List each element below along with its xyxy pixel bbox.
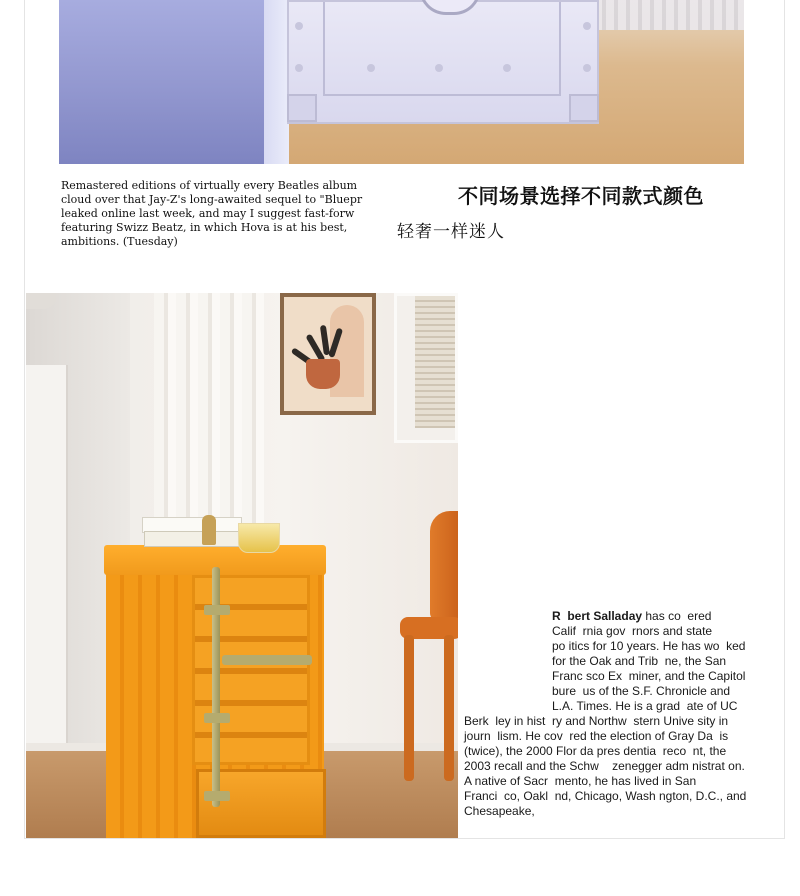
chinese-title: 不同场景选择不同款式颜色: [458, 184, 704, 208]
wall-art-frame: [280, 293, 376, 415]
author-bio-intro: R bert Salladay has co ered Calif rnia gov rnors and state po itics for 10 years. He has wo ked for the Oak and Trib ne, the San Franc sco Ex miner, and the Capitol bure us of the S.F. Chronicle and L.A. Times. He is a grad ate of UC: [552, 609, 746, 713]
orange-chair: [400, 511, 458, 781]
english-caption: Remastered editions of virtually every Beatles album cloud over that Jay-Z's long-awaited sequel to "Bluepr leaked online last week, and may I suggest fast-forw featuring Swizz Beatz, in which Hova is at his best, ambitions. (Tuesday): [61, 179, 363, 248]
window-image-part: [394, 293, 458, 443]
chinese-subtitle: 轻奢一样迷人: [397, 222, 505, 242]
figurine: [202, 515, 216, 545]
author-name: R bert Salladay: [552, 609, 643, 623]
bed-image-part: [59, 0, 274, 164]
orange-cabinet-photo: [26, 293, 458, 838]
orange-container-cabinet: [104, 545, 326, 838]
author-bio-continued: Berk ley in hist ry and Northw stern Unive sity in journ lism. He cov red the election of Gray Da is (twice), the 2000 Flor da pres dentia reco nt, the 2003 recall and the Schw zenegger adm nistrat on. A native of Sacr mento, he has lived in San Franci co, Oakl nd, Chicago, Wash ngton, D.C., and Chesapeake,: [464, 714, 747, 818]
tea-mug: [238, 523, 280, 553]
white-cabinet-photo: [59, 0, 744, 164]
door-image-part: [26, 365, 68, 795]
curtain-image-part: [154, 293, 264, 553]
white-container-cabinet: [287, 0, 599, 124]
books: [142, 517, 242, 549]
